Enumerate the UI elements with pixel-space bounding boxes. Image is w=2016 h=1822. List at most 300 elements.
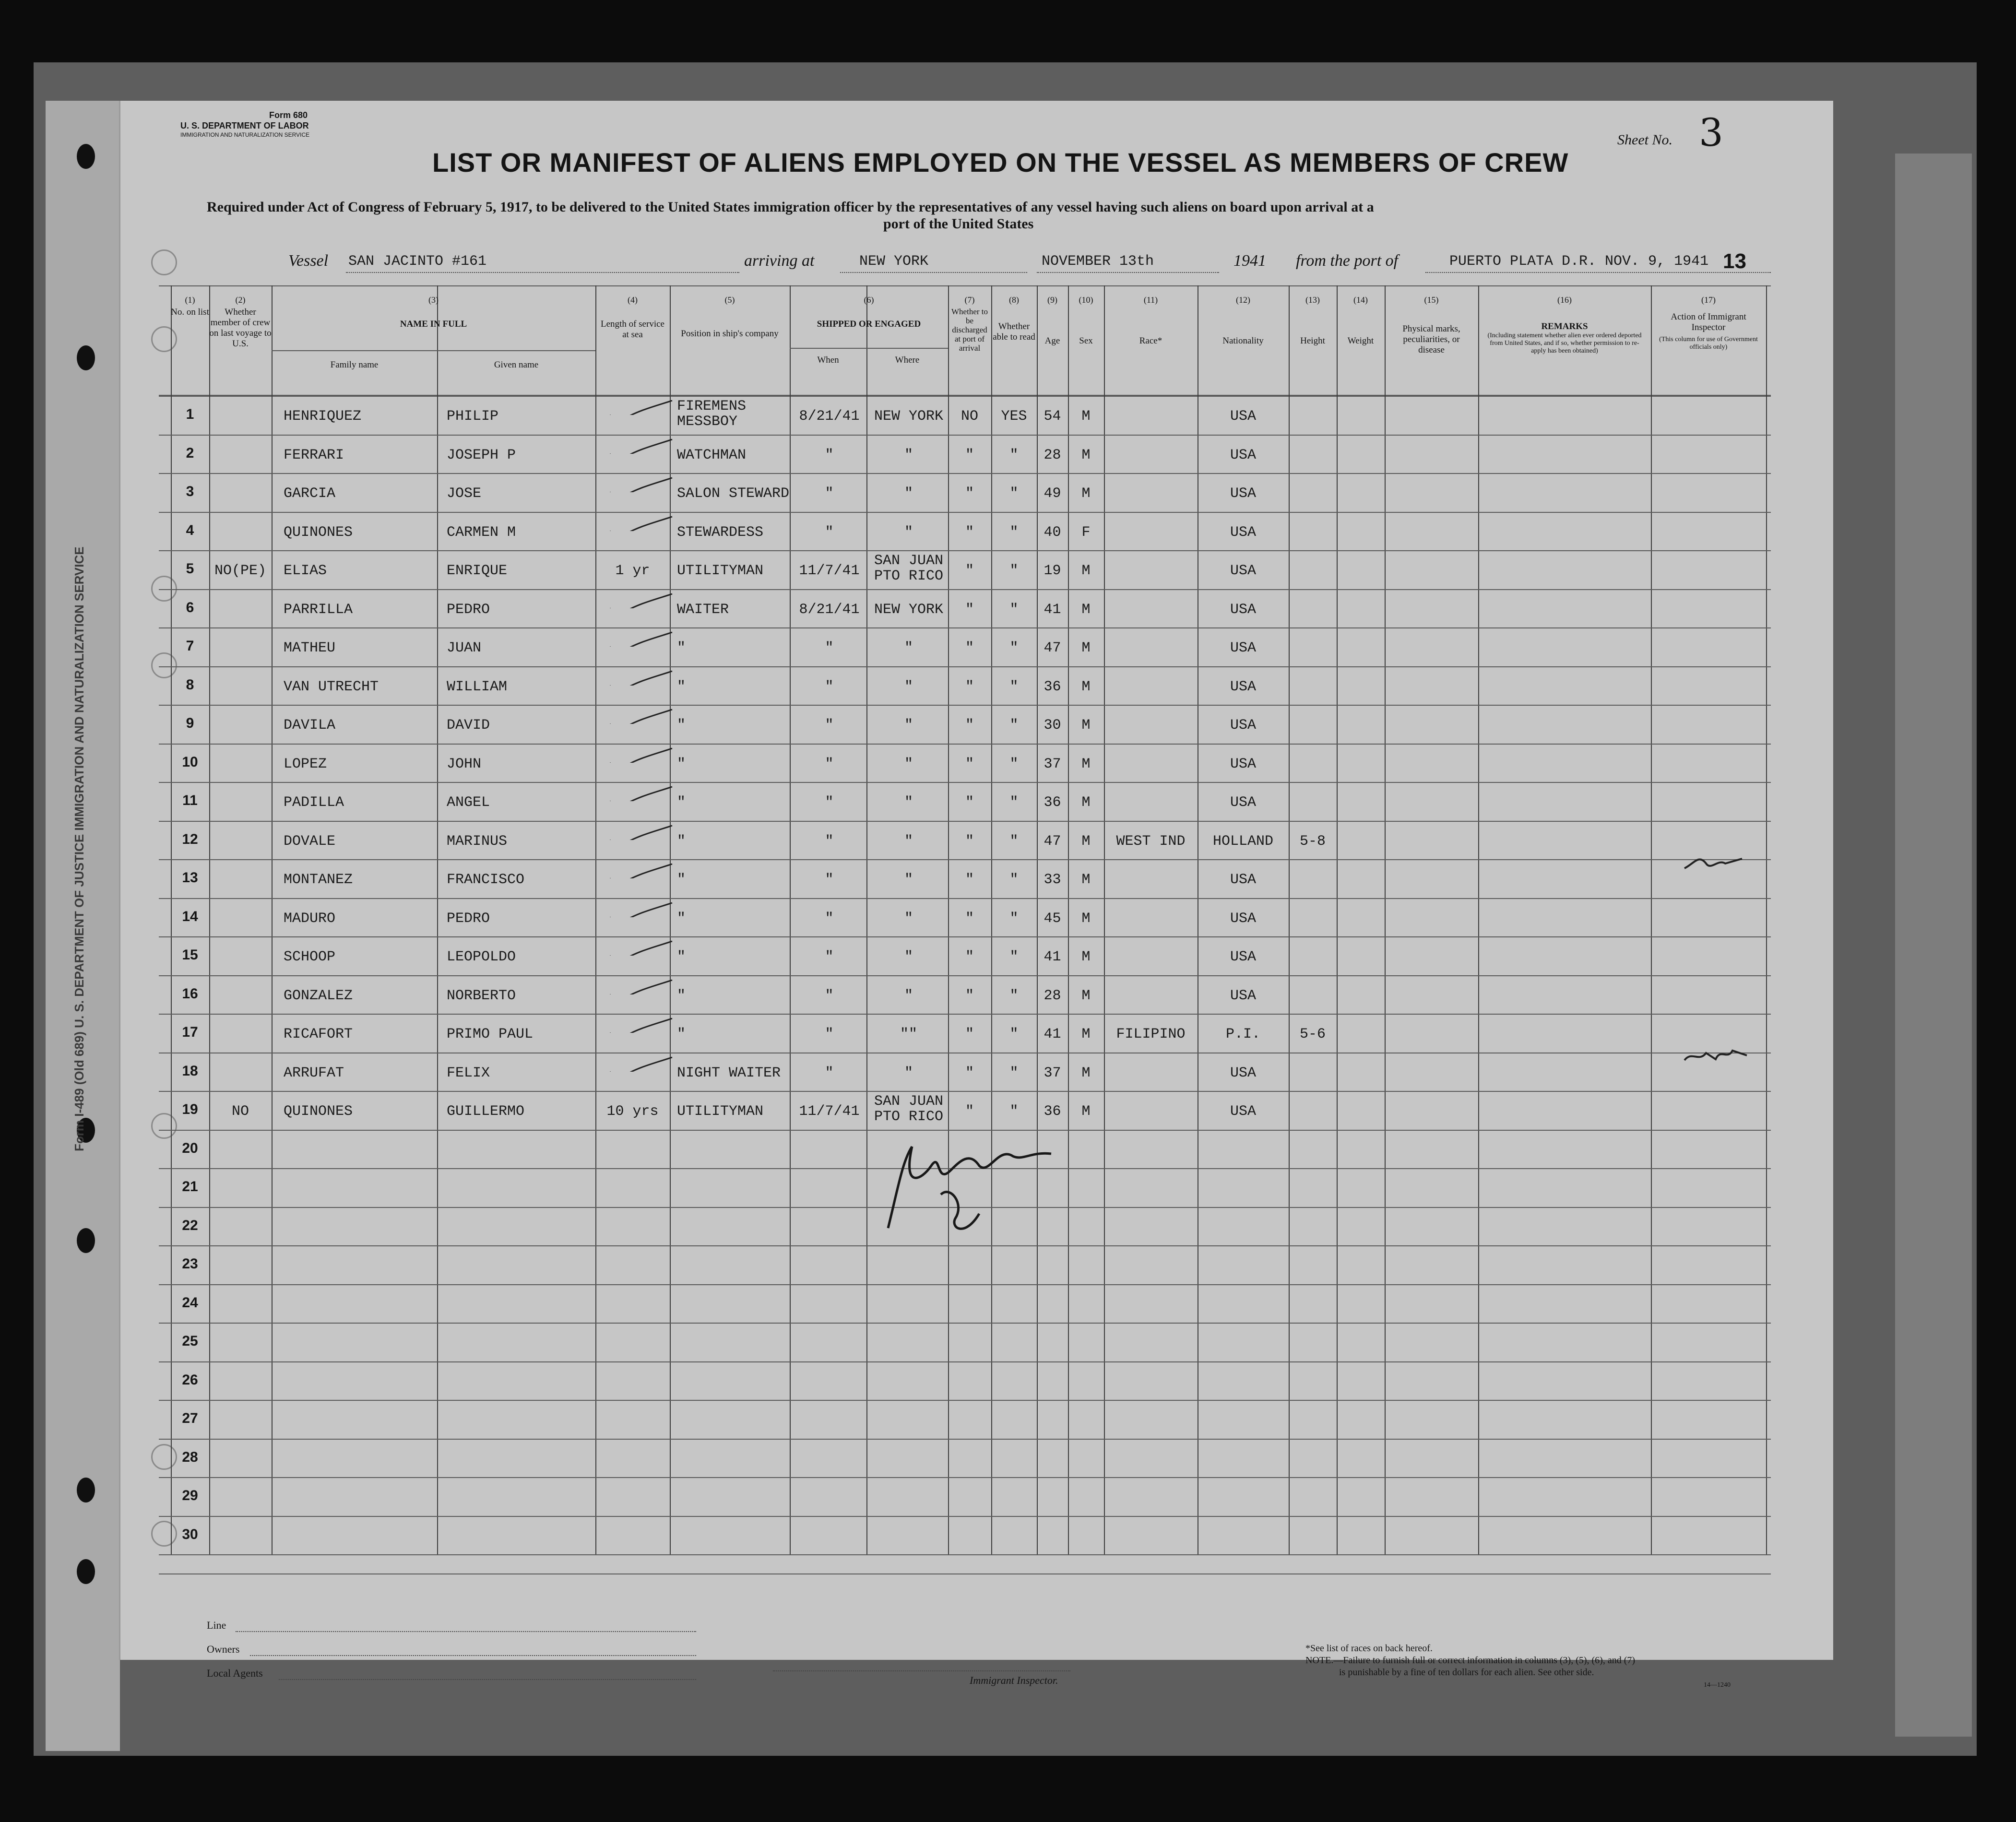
- col-7-number: (7): [964, 295, 975, 305]
- cell-where: ": [904, 524, 913, 541]
- checkmark-icon: [605, 782, 677, 801]
- cell-when: ": [825, 910, 834, 927]
- cell-position: FIREMENS MESSBOY: [677, 398, 747, 430]
- cell-sex: M: [1081, 1103, 1091, 1120]
- row-number: 15: [182, 947, 198, 963]
- cell-age: 45: [1044, 910, 1061, 927]
- checkmark-icon: [605, 898, 677, 917]
- cell-disch: ": [965, 563, 974, 580]
- cell-read: ": [1009, 717, 1019, 734]
- cell-disch: ": [965, 678, 974, 695]
- cell-when: ": [825, 485, 834, 502]
- checkmark-icon: [605, 1053, 677, 1072]
- col-12-number: (12): [1236, 295, 1250, 305]
- table-row: [120, 435, 1771, 473]
- arriving-label: arriving at: [744, 252, 815, 270]
- col-9-number: (9): [1047, 295, 1057, 305]
- checkmark-icon: [605, 666, 677, 686]
- cell-sex: M: [1081, 833, 1091, 850]
- cell-when: ": [825, 640, 834, 657]
- row-number: 3: [186, 484, 194, 500]
- table-row: [120, 936, 1771, 975]
- cell-position: UTILITYMAN: [677, 1103, 764, 1120]
- cell-nat: USA: [1230, 949, 1256, 966]
- cell-nat: USA: [1230, 640, 1256, 657]
- agents-underline: [279, 1678, 696, 1680]
- cell-given: WILLIAM: [447, 678, 508, 695]
- row-number: 16: [182, 985, 198, 1002]
- col-16-number: (16): [1557, 295, 1572, 305]
- cell-nat: USA: [1230, 756, 1256, 772]
- col-14-number: (14): [1353, 295, 1368, 305]
- cell-given: PEDRO: [447, 910, 490, 927]
- cell-nat: USA: [1230, 717, 1256, 734]
- table-row: [120, 666, 1771, 705]
- penalty-note-1: NOTE.—Failure to furnish full or correct information in columns (3), (5), (6), and (7): [1305, 1655, 1636, 1666]
- cell-given: JOSE: [447, 485, 482, 502]
- row-number: 14: [182, 908, 198, 924]
- table-row: [120, 782, 1771, 821]
- cell-age: 41: [1044, 949, 1061, 966]
- checkmark-icon: [605, 512, 677, 531]
- table-row: [120, 821, 1771, 860]
- cell-sex: M: [1081, 949, 1091, 966]
- cell-where: ": [904, 640, 913, 657]
- cell-read: ": [1009, 833, 1019, 850]
- cell-where: ": [904, 794, 913, 811]
- cell-when: 11/7/41: [799, 1103, 860, 1120]
- cell-age: 37: [1044, 1065, 1061, 1081]
- cell-sex: M: [1081, 640, 1091, 657]
- cell-when: 8/21/41: [799, 408, 860, 425]
- col-5-number: (5): [724, 295, 735, 305]
- arrival-date: NOVEMBER 13th: [1042, 253, 1154, 270]
- checkmark-icon: [605, 705, 677, 724]
- cell-height: 5-8: [1299, 833, 1326, 850]
- col-17-number: (17): [1701, 295, 1716, 305]
- grid-hline: [159, 1554, 1771, 1555]
- binder-hole: [77, 345, 95, 370]
- col-17-note: (This column for use of Government officials only): [1659, 336, 1758, 351]
- cell-given: LEOPOLDO: [447, 949, 516, 966]
- inspector-mark: [1680, 849, 1756, 878]
- table-row: [120, 975, 1771, 1014]
- cell-read: ": [1009, 1026, 1019, 1043]
- cell-age: 54: [1044, 408, 1061, 425]
- table-row: [120, 1477, 1771, 1516]
- cell-when: ": [825, 1065, 834, 1081]
- cell-sex: M: [1081, 485, 1091, 502]
- cell-family: GONZALEZ: [284, 987, 353, 1004]
- cell-sex: M: [1081, 910, 1091, 927]
- binder-hole: [77, 1228, 95, 1253]
- cell-read: ": [1009, 1065, 1019, 1081]
- cell-nat: USA: [1230, 524, 1256, 541]
- row-number: 22: [182, 1217, 198, 1233]
- races-note: *See list of races on back hereof.: [1305, 1643, 1433, 1654]
- page-count: 13: [1723, 249, 1746, 273]
- cell-where: ": [904, 717, 913, 734]
- cell-last: NO: [231, 1103, 249, 1120]
- row-number: 27: [182, 1410, 198, 1427]
- col-14-header: Weight: [1347, 336, 1374, 346]
- table-row: [120, 627, 1771, 666]
- col-3-number: (3): [428, 295, 439, 305]
- row-number: 12: [182, 831, 198, 847]
- cell-family: DAVILA: [284, 717, 336, 734]
- col-2-number: (2): [235, 295, 246, 305]
- cell-read: ": [1009, 794, 1019, 811]
- cell-family: RICAFORT: [284, 1026, 353, 1043]
- from-port: PUERTO PLATA D.R. NOV. 9, 1941: [1449, 253, 1709, 270]
- cell-family: DOVALE: [284, 833, 336, 850]
- subtitle-line-1: Required under Act of Congress of February 5, 1917, to be delivered to the United States immigration officer by the representatives of any vessel having such aliens on board upon arrival at a: [207, 199, 1374, 215]
- cell-sex: M: [1081, 447, 1091, 463]
- cell-disch: ": [965, 485, 974, 502]
- cell-sex: M: [1081, 717, 1091, 734]
- col-12-header: Nationality: [1222, 336, 1264, 346]
- cell-when: ": [825, 794, 834, 811]
- checkmark-icon: [605, 627, 677, 647]
- department-name: U. S. DEPARTMENT OF LABOR: [180, 121, 309, 130]
- cell-family: HENRIQUEZ: [284, 408, 362, 425]
- cell-age: 41: [1044, 601, 1061, 618]
- where-header: Where: [895, 355, 920, 365]
- table-row: [120, 1284, 1771, 1323]
- table-row: [120, 1361, 1771, 1400]
- row-number: 6: [186, 599, 194, 615]
- cell-given: DAVID: [447, 717, 490, 734]
- signature: [869, 1132, 1061, 1242]
- row-number: 18: [182, 1063, 198, 1079]
- col-6-number: (6): [864, 295, 874, 305]
- cell-nat: HOLLAND: [1212, 833, 1274, 850]
- manifest-sheet: [119, 101, 1833, 1689]
- sheet-number: 3: [1699, 110, 1723, 155]
- cell-when: ": [825, 717, 834, 734]
- cell-race: WEST IND: [1116, 833, 1186, 850]
- cell-read: ": [1009, 678, 1019, 695]
- vessel-name: SAN JACINTO #161: [348, 253, 487, 270]
- table-row: [120, 744, 1771, 782]
- form-code: 14—1240: [1704, 1681, 1731, 1689]
- cell-sex: M: [1081, 756, 1091, 772]
- binder-hole: [77, 1559, 95, 1584]
- cell-given: FRANCISCO: [447, 872, 525, 888]
- family-name-header: Family name: [330, 360, 379, 370]
- background-sheet-edge: [1895, 154, 1972, 1737]
- row-number: 26: [182, 1372, 198, 1388]
- table-row: [120, 1053, 1771, 1091]
- cell-age: 19: [1044, 563, 1061, 580]
- col-10-header: Sex: [1079, 336, 1093, 346]
- cell-age: 36: [1044, 794, 1061, 811]
- table-row: [120, 550, 1771, 589]
- cell-nat: USA: [1230, 447, 1256, 463]
- cell-when: ": [825, 678, 834, 695]
- cell-when: ": [825, 833, 834, 850]
- inspector-signature-line: [773, 1669, 1070, 1671]
- cell-disch: ": [965, 601, 974, 618]
- cell-given: NORBERTO: [447, 987, 516, 1004]
- cell-read: YES: [1001, 408, 1027, 425]
- cell-where: ": [904, 949, 913, 966]
- cell-disch: ": [965, 447, 974, 463]
- cell-position: STEWARDESS: [677, 524, 764, 541]
- cell-service: 10 yrs: [606, 1103, 659, 1120]
- cell-age: 28: [1044, 987, 1061, 1004]
- cell-nat: USA: [1230, 563, 1256, 580]
- table-row: [120, 1439, 1771, 1478]
- cell-family: PADILLA: [284, 794, 344, 811]
- cell-when: ": [825, 987, 834, 1004]
- binder-hole: [77, 1478, 95, 1503]
- col-5-header: Position in ship's company: [681, 329, 779, 339]
- cell-read: ": [1009, 949, 1019, 966]
- owners-underline: [250, 1654, 696, 1656]
- cell-where: ": [904, 833, 913, 850]
- cell-age: 36: [1044, 1103, 1061, 1120]
- cell-age: 40: [1044, 524, 1061, 541]
- col-1-number: (1): [185, 295, 195, 305]
- cell-position: ": [677, 949, 686, 966]
- cell-where: "": [900, 1026, 917, 1043]
- row-number: 17: [182, 1024, 198, 1041]
- col-4-number: (4): [628, 295, 638, 305]
- service-name: IMMIGRATION AND NATURALIZATION SERVICE: [180, 131, 310, 138]
- cell-when: ": [825, 756, 834, 772]
- sheet-label: Sheet No.: [1617, 132, 1672, 148]
- cell-family: VAN UTRECHT: [284, 678, 379, 695]
- row-number: 5: [186, 561, 194, 577]
- cell-position: ": [677, 640, 686, 657]
- cell-position: ": [677, 872, 686, 888]
- cell-sex: M: [1081, 601, 1091, 618]
- line-underline: [236, 1630, 696, 1632]
- table-row: [120, 396, 1771, 435]
- row-number: 25: [182, 1333, 198, 1349]
- cell-position: ": [677, 910, 686, 927]
- checkmark-icon: [605, 936, 677, 956]
- row-number: 8: [186, 676, 194, 693]
- cell-family: MATHEU: [284, 640, 336, 657]
- cell-age: 30: [1044, 717, 1061, 734]
- arriving-port: NEW YORK: [859, 253, 929, 270]
- col-1-header: No. on list: [171, 307, 209, 317]
- col-13-number: (13): [1305, 295, 1320, 305]
- cell-where: ": [904, 485, 913, 502]
- from-port-label: from the port of: [1296, 252, 1399, 270]
- cell-family: QUINONES: [284, 524, 353, 541]
- cell-given: ENRIQUE: [447, 563, 508, 580]
- table-row: [120, 1091, 1771, 1130]
- table-row: [120, 1323, 1771, 1361]
- cell-family: ARRUFAT: [284, 1065, 344, 1081]
- col-11-header: Race*: [1139, 336, 1162, 346]
- cell-nat: P.I.: [1225, 1026, 1260, 1043]
- cell-position: ": [677, 833, 686, 850]
- col-9-header: Age: [1044, 336, 1060, 346]
- table-row: [120, 1400, 1771, 1439]
- cell-when: ": [825, 1026, 834, 1043]
- cell-sex: M: [1081, 1026, 1091, 1043]
- cell-given: PRIMO PAUL: [447, 1026, 534, 1043]
- given-name-header: Given name: [494, 360, 539, 370]
- cell-service: 1 yr: [615, 563, 650, 580]
- checkmark-icon: [605, 975, 677, 994]
- inspector-label: Immigrant Inspector.: [970, 1674, 1058, 1686]
- cell-disch: ": [965, 640, 974, 657]
- cell-family: SCHOOP: [284, 949, 336, 966]
- cell-nat: USA: [1230, 794, 1256, 811]
- cell-read: ": [1009, 524, 1019, 541]
- row-number: 23: [182, 1256, 198, 1272]
- cell-sex: M: [1081, 408, 1091, 425]
- col-17-header: Action of Immigrant Inspector: [1671, 312, 1746, 332]
- cell-where: ": [904, 987, 913, 1004]
- cell-where: SAN JUAN PTO RICO: [874, 1093, 944, 1125]
- row-number: 11: [182, 793, 198, 809]
- cell-height: 5-6: [1299, 1026, 1326, 1043]
- subtitle-line-2: port of the United States: [883, 216, 1034, 232]
- cell-where: NEW YORK: [874, 408, 944, 425]
- cell-read: ": [1009, 447, 1019, 463]
- cell-read: ": [1009, 640, 1019, 657]
- cell-disch: ": [965, 1065, 974, 1081]
- arrival-year: 1941: [1233, 252, 1266, 270]
- cell-age: 37: [1044, 756, 1061, 772]
- checkmark-icon: [605, 473, 677, 492]
- col-15-header: Physical marks, peculiarities, or disease: [1402, 324, 1460, 355]
- cell-given: PHILIP: [447, 408, 499, 425]
- cell-position: NIGHT WAITER: [677, 1065, 781, 1081]
- cell-family: ELIAS: [284, 563, 327, 580]
- col-16-note: (Including statement whether alien ever ordered deported from United States, and if so, whether permission to re-apply has been obtained): [1487, 332, 1642, 355]
- cell-given: JUAN: [447, 640, 482, 657]
- table-row: [120, 589, 1771, 628]
- cell-age: 33: [1044, 872, 1061, 888]
- col-6-header: SHIPPED OR ENGAGED: [817, 319, 921, 329]
- cell-family: MADURO: [284, 910, 336, 927]
- cell-sex: M: [1081, 1065, 1091, 1081]
- cell-sex: M: [1081, 872, 1091, 888]
- row-number: 7: [186, 638, 194, 654]
- cell-read: ": [1009, 1103, 1019, 1120]
- cell-read: ": [1009, 910, 1019, 927]
- cell-disch: ": [965, 949, 974, 966]
- form-number: Form 680: [269, 110, 308, 120]
- cell-given: MARINUS: [447, 833, 508, 850]
- cell-age: 49: [1044, 485, 1061, 502]
- row-number: 28: [182, 1449, 198, 1465]
- cell-where: ": [904, 872, 913, 888]
- cell-disch: ": [965, 987, 974, 1004]
- cell-sex: M: [1081, 563, 1091, 580]
- table-row: [120, 1245, 1771, 1284]
- checkmark-icon: [605, 859, 677, 878]
- owners-label: Owners: [207, 1643, 240, 1655]
- cell-given: PEDRO: [447, 601, 490, 618]
- cell-read: ": [1009, 601, 1019, 618]
- cell-age: 41: [1044, 1026, 1061, 1043]
- page-title: LIST OR MANIFEST OF ALIENS EMPLOYED ON THE VESSEL AS MEMBERS OF CREW: [432, 147, 1569, 177]
- col-7-header: Whether to be discharged at port of arrival: [951, 307, 988, 353]
- cell-position: ": [677, 1026, 686, 1043]
- cell-position: ": [677, 717, 686, 734]
- cell-sex: F: [1081, 524, 1091, 541]
- row-number: 29: [182, 1488, 198, 1504]
- cell-disch: ": [965, 910, 974, 927]
- penalty-note-2: is punishable by a fine of ten dollars for each alien. See other side.: [1339, 1667, 1594, 1678]
- cell-age: 28: [1044, 447, 1061, 463]
- table-row: [120, 898, 1771, 937]
- cell-read: ": [1009, 563, 1019, 580]
- cell-age: 47: [1044, 833, 1061, 850]
- cell-when: ": [825, 872, 834, 888]
- col-8-header: Whether able to read: [993, 321, 1035, 342]
- grid-hline: [159, 285, 1771, 286]
- checkmark-icon: [605, 589, 677, 608]
- cell-when: 8/21/41: [799, 601, 860, 618]
- col-8-number: (8): [1009, 295, 1019, 305]
- checkmark-icon: [605, 821, 677, 840]
- cell-nat: USA: [1230, 987, 1256, 1004]
- cell-given: FELIX: [447, 1065, 490, 1081]
- cell-family: FERRARI: [284, 447, 344, 463]
- cell-sex: M: [1081, 678, 1091, 695]
- cell-when: ": [825, 524, 834, 541]
- when-header: When: [817, 355, 839, 365]
- cell-given: ANGEL: [447, 794, 490, 811]
- cell-sex: M: [1081, 987, 1091, 1004]
- col-10-number: (10): [1079, 295, 1093, 305]
- cell-nat: USA: [1230, 601, 1256, 618]
- cell-given: GUILLERMO: [447, 1103, 525, 1120]
- col-2-header: Whether member of crew on last voyage to U.S.: [209, 307, 272, 349]
- grid-hline: [790, 348, 948, 349]
- cell-position: WATCHMAN: [677, 447, 747, 463]
- grid-hline: [272, 350, 595, 351]
- table-row: [120, 859, 1771, 898]
- row-number: 2: [186, 445, 194, 461]
- cell-where: ": [904, 447, 913, 463]
- cell-when: ": [825, 949, 834, 966]
- table-row: [120, 705, 1771, 744]
- cell-position: WAITER: [677, 601, 729, 618]
- row-number: 19: [182, 1101, 198, 1118]
- vessel-label: Vessel: [288, 252, 329, 270]
- cell-age: 36: [1044, 678, 1061, 695]
- local-agents-label: Local Agents: [207, 1667, 263, 1679]
- table-row: [120, 512, 1771, 551]
- row-number: 24: [182, 1294, 198, 1311]
- cell-disch: ": [965, 833, 974, 850]
- cell-read: ": [1009, 756, 1019, 772]
- cell-given: JOHN: [447, 756, 482, 772]
- col-16-header: REMARKS: [1541, 321, 1588, 331]
- cell-age: 47: [1044, 640, 1061, 657]
- cell-position: ": [677, 987, 686, 1004]
- checkmark-icon: [605, 396, 677, 415]
- row-number: 30: [182, 1526, 198, 1542]
- col-15-number: (15): [1424, 295, 1439, 305]
- cell-nat: USA: [1230, 485, 1256, 502]
- cell-family: QUINONES: [284, 1103, 353, 1120]
- cell-where: SAN JUAN PTO RICO: [874, 553, 944, 584]
- cell-family: LOPEZ: [284, 756, 327, 772]
- cell-position: ": [677, 756, 686, 772]
- cell-last: NO(PE): [214, 563, 267, 580]
